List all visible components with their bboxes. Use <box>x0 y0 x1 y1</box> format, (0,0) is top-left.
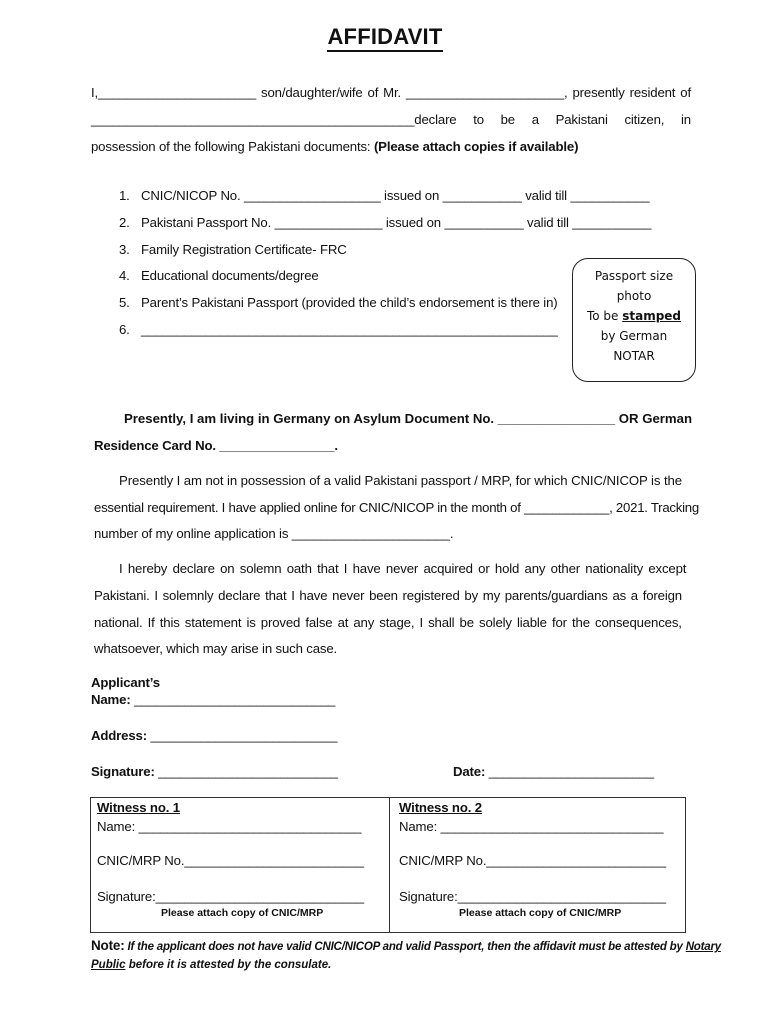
passport-para-line: number of my online application is ______________________. <box>94 526 454 541</box>
stamped-word: stamped <box>622 309 682 323</box>
note-underlined: Notary <box>685 941 721 953</box>
intro-word: Pakistani <box>555 112 608 127</box>
intro-word: citizen, <box>624 112 665 127</box>
witness-2-title: Witness no. 2 <box>399 800 482 815</box>
photo-box-text: Passport size <box>594 269 674 283</box>
witness-1-cnic-field[interactable]: CNIC/MRP No._________________________ <box>97 853 364 868</box>
applicant-date-label: Date: <box>453 764 486 779</box>
intro-word: in <box>681 112 691 127</box>
intro-line-2 <box>91 112 691 127</box>
applicant-name-label: Name: <box>91 692 131 707</box>
note-text: before it is attested by the consulate. <box>125 959 332 971</box>
list-number: 3. <box>119 242 130 257</box>
list-number: 1. <box>119 188 130 203</box>
intro-word: ______________________, <box>405 85 568 100</box>
intro-line-3 <box>91 139 578 154</box>
intro-word: a <box>531 112 539 127</box>
list-item <box>119 295 558 310</box>
intro-text: possession of the following Pakistani documents: <box>91 139 374 154</box>
passport-para-line: Presently I am not in possession of a valid Pakistani passport / MRP, for which CNIC/NICOP is the <box>119 473 682 488</box>
intro-word: I,______________________ <box>91 85 257 100</box>
witness-2-cnic-field[interactable]: CNIC/MRP No._________________________ <box>399 853 666 868</box>
oath-para-line: Pakistani. I solemnly declare that I have never been registered by my parents/guardians as a foreign <box>94 588 682 603</box>
photo-box-text: by German <box>600 329 668 343</box>
note-underlined: Public <box>91 959 126 971</box>
witness-2-name-field[interactable]: Name: _______________________________ <box>399 819 664 834</box>
list-item <box>119 242 347 257</box>
oath-para-line: I hereby declare on solemn oath that I have never acquired or hold any other nationality except <box>119 561 687 576</box>
applicant-address-row <box>91 728 337 743</box>
document-title: AFFIDAVIT <box>0 24 770 50</box>
list-text: Parent’s Pakistani Passport (provided the child’s endorsement is there in) <box>141 295 558 310</box>
intro-word: resident <box>629 85 676 100</box>
intro-line-1 <box>91 85 691 100</box>
applicant-address-label: Address: <box>91 728 147 743</box>
photo-box-text: photo <box>616 289 652 303</box>
list-number: 6. <box>119 322 130 337</box>
list-text: Educational documents/degree <box>141 268 319 283</box>
attach-copies-note: (Please attach copies if available) <box>373 139 579 154</box>
list-number: 2. <box>119 215 130 230</box>
intro-word: son/daughter/wife <box>261 85 363 100</box>
list-item <box>119 188 649 203</box>
list-text: Family Registration Certificate- FRC <box>141 242 347 257</box>
intro-word: Mr. <box>383 85 402 100</box>
photo-box-text: NOTAR <box>613 349 655 363</box>
oath-para-line: national. If this statement is proved false at any stage, I shall be solely liable for the consequences, <box>94 615 682 630</box>
note-text: If the applicant does not have valid CNIC/NICOP and valid Passport, then the affidavit must be attested by <box>124 941 686 953</box>
list-item <box>119 322 558 337</box>
list-item <box>119 215 651 230</box>
applicant-date-row <box>453 764 654 779</box>
note-line-1 <box>91 938 721 953</box>
witness-2-signature-field[interactable]: Signature:_____________________________ <box>399 889 666 904</box>
applicant-signature-field[interactable]: _________________________ <box>158 764 338 779</box>
asylum-line-1: Presently, I am living in Germany on Asylum Document No. ________________ OR German <box>124 411 693 426</box>
witness-2-note: Please attach copy of CNIC/MRP <box>459 907 622 919</box>
applicant-date-field[interactable]: _______________________ <box>488 764 654 779</box>
intro-word: to <box>473 112 484 127</box>
oath-para-line: whatsoever, which may arise in such case. <box>94 641 338 656</box>
intro-word: presently <box>572 85 625 100</box>
intro-word: of <box>680 85 691 100</box>
list-number: 5. <box>119 295 130 310</box>
list-text: CNIC/NICOP No. ___________________ issued on ___________ valid till ___________ <box>141 188 650 203</box>
witness-table <box>90 797 686 933</box>
witness-divider <box>389 798 390 932</box>
asylum-line-2: Residence Card No. ________________. <box>94 438 338 453</box>
list-item <box>119 268 319 283</box>
witness-1-signature-field[interactable]: Signature:_____________________________ <box>97 889 364 904</box>
list-text: __________________________________________________________ <box>141 322 558 337</box>
note-line-2 <box>91 959 331 971</box>
applicant-name-field[interactable]: ____________________________ <box>134 692 336 707</box>
passport-para-line: essential requirement. I have applied online for CNIC/NICOP in the month of ____________, 2021. Tracking <box>94 500 699 515</box>
witness-1-name-field[interactable]: Name: _______________________________ <box>97 819 362 834</box>
list-number: 4. <box>119 268 130 283</box>
applicant-signature-label: Signature: <box>91 764 155 779</box>
applicant-address-field[interactable]: __________________________ <box>150 728 338 743</box>
passport-photo-box <box>572 258 696 382</box>
applicant-name-row <box>91 692 335 707</box>
list-text: Pakistani Passport No. _______________ issued on ___________ valid till ___________ <box>141 215 652 230</box>
applicant-signature-row <box>91 764 338 779</box>
note-label: Note: <box>91 938 125 953</box>
intro-word: _____________________________________________declare <box>91 112 457 127</box>
witness-1-title: Witness no. 1 <box>97 800 180 815</box>
photo-box-text <box>573 306 695 326</box>
applicant-label: Applicant’s <box>91 675 160 690</box>
witness-1-note: Please attach copy of CNIC/MRP <box>161 907 324 919</box>
photo-box-text: To be <box>586 309 623 323</box>
intro-word: of <box>367 85 379 100</box>
intro-word: be <box>500 112 515 127</box>
